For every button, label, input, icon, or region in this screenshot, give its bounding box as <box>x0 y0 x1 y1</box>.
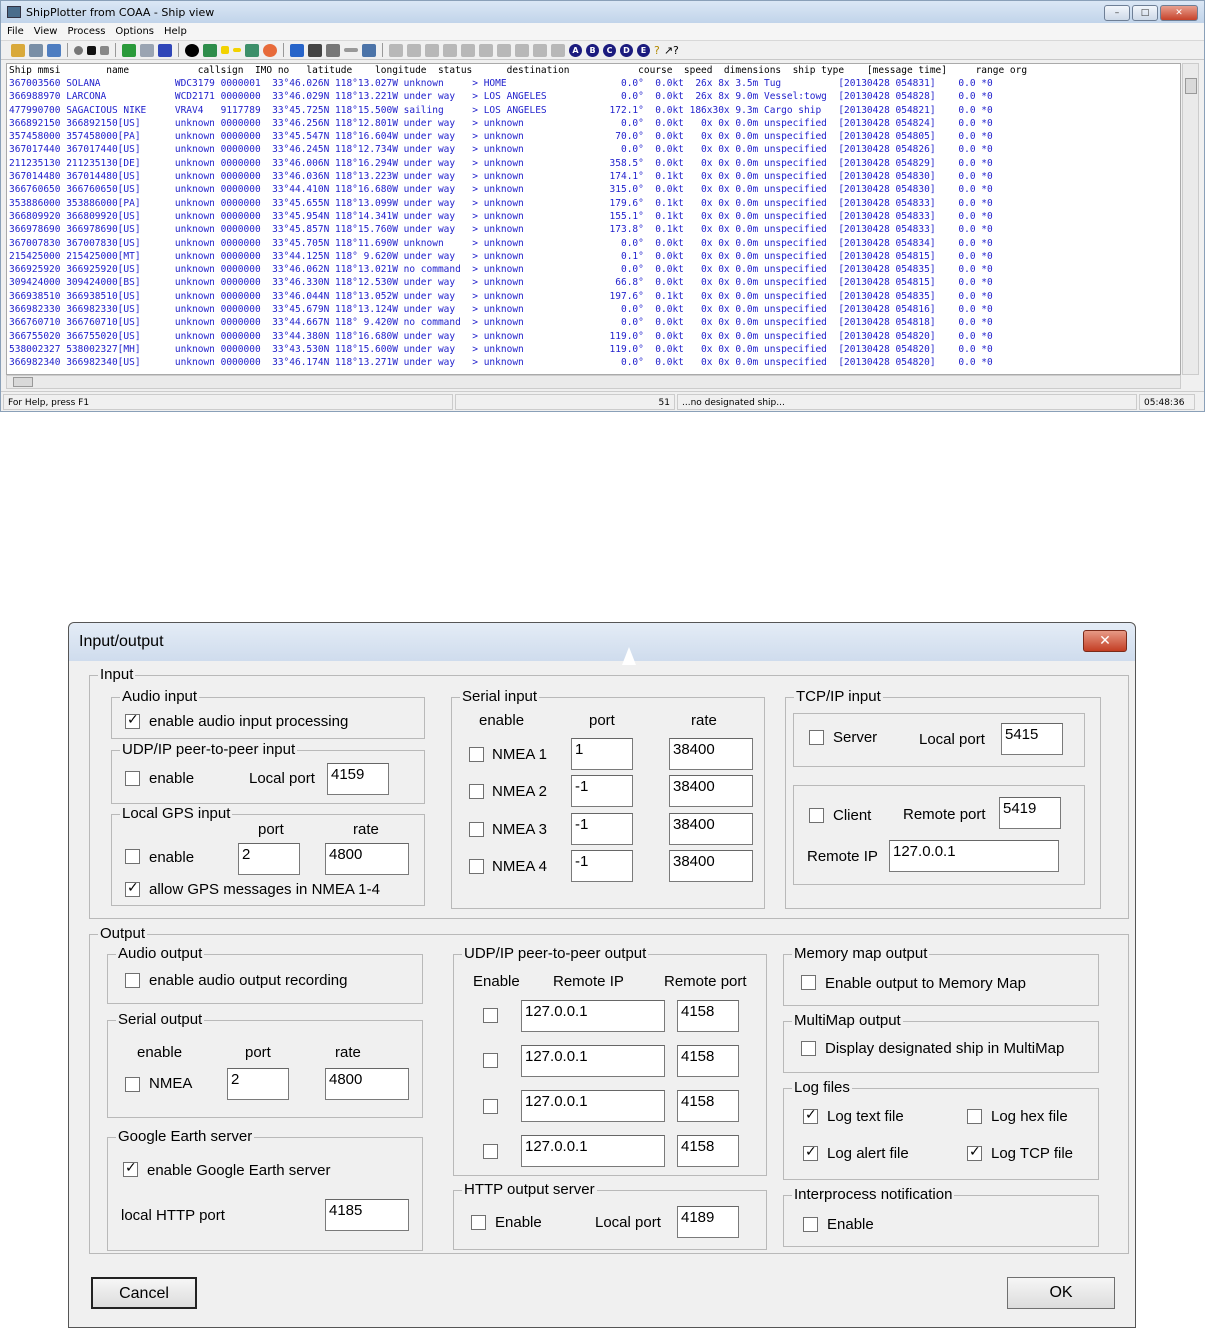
filter-8-icon[interactable] <box>515 44 529 57</box>
nmea2-port-field[interactable]: -1 <box>571 775 633 807</box>
shipplotter-window <box>0 0 1205 412</box>
serial-output-checkbox[interactable] <box>125 1077 140 1092</box>
status-count: 51 <box>455 394 675 410</box>
lines-icon[interactable] <box>308 44 322 57</box>
minimize-button[interactable]: – <box>1104 5 1130 21</box>
audio-output-checkbox[interactable] <box>125 973 140 988</box>
http-output-label: HTTP output server <box>464 1181 595 1198</box>
log-tcp-checkbox[interactable]: ✓ <box>969 1144 981 1160</box>
dialog-close-button[interactable]: ✕ <box>1083 630 1127 652</box>
status-designated: ...no designated ship... <box>677 394 1137 410</box>
circle-a-icon[interactable]: A <box>569 44 582 57</box>
plus-icon[interactable] <box>221 46 229 54</box>
status-time: 05:48:36 <box>1139 394 1195 410</box>
filter-10-icon[interactable] <box>551 44 565 57</box>
gps-rate-header: rate <box>353 821 379 838</box>
multimap-enable-label: Display designated ship in MultiMap <box>825 1040 1065 1057</box>
save-icon[interactable] <box>47 44 61 57</box>
table-row[interactable]: 215425000 215425000[MT] unknown 0000000 33°44.125N 118° 9.620W under way > unknown 0.1° 0.0kt 0x 0x 0.0m unspecified [20130428 054815] 0.0 *0 <box>9 250 993 262</box>
gps-input-label: Local GPS input <box>122 805 231 822</box>
circle-c-icon[interactable]: C <box>603 44 616 57</box>
table-row[interactable]: 366988970 LARCONA WCD2171 0000000 33°46.029N 118°13.221W under way > LOS ANGELES 0.0° 0.0kt 26x 8x 9.0m Vessel:towg [20130428 054828] 0.0 *0 <box>9 91 993 103</box>
audio-input-label: Audio input <box>122 688 198 705</box>
toolbar-separator <box>283 43 284 57</box>
gps-port-header: port <box>258 821 284 838</box>
udp-output-label: UDP/IP peer-to-peer output <box>464 945 647 962</box>
table-row[interactable]: 366809920 366809920[US] unknown 0000000 33°45.954N 118°14.341W under way > unknown 155.1° 0.1kt 0x 0x 0.0m unspecified [20130428 054833] 0.0 *0 <box>9 210 993 222</box>
circle-e-icon[interactable]: E <box>637 44 650 57</box>
udp-output-1-port-field[interactable]: 4158 <box>677 1000 739 1032</box>
udp-input-port-label: Local port <box>249 770 315 787</box>
interprocess-checkbox[interactable] <box>803 1217 818 1232</box>
nmea3-label: NMEA 3 <box>492 821 548 838</box>
multimap-label: MultiMap output <box>794 1012 901 1029</box>
tcp-remote-ip-label: Remote IP <box>807 848 878 865</box>
wave-icon[interactable] <box>344 48 358 52</box>
http-output-port-label: Local port <box>595 1214 661 1231</box>
table-row[interactable]: 366982340 366982340[US] unknown 0000000 33°46.174N 118°13.271W under way > unknown 0.0° 0.0kt 0x 0x 0.0m unspecified [20130428 054820] 0.0 *0 <box>9 357 993 369</box>
stop-icon[interactable] <box>87 46 96 55</box>
menu-options[interactable]: Options <box>115 26 154 37</box>
circle-b-icon[interactable]: B <box>586 44 599 57</box>
serial-output-label: Serial output <box>118 1011 203 1028</box>
table-row[interactable]: 477990700 SAGACIOUS NIKE VRAV4 9117789 33°45.725N 118°15.500W sailing > LOS ANGELES 172.1° 0.0kt 186x30x 9.3m Cargo ship [20130428 054821] 0.0 *0 <box>9 104 993 116</box>
google-earth-checkbox[interactable]: ✓ <box>125 1160 137 1176</box>
toolbar <box>1 40 1204 60</box>
log-alert-checkbox[interactable]: ✓ <box>805 1144 817 1160</box>
multimap-checkbox[interactable] <box>801 1041 816 1056</box>
table-row[interactable]: 366760710 366760710[US] unknown 0000000 33°44.667N 118° 9.420W no command > unknown 0.0° 0.0kt 0x 0x 0.0m unspecified [20130428 054818] 0.0 *0 <box>9 317 993 329</box>
ok-button[interactable]: OK <box>1007 1277 1115 1309</box>
table-row[interactable]: 538002327 538002327[MH] unknown 0000000 33°43.530N 118°15.600W under way > unknown 119.0° 0.0kt 0x 0x 0.0m unspecified [20130428 054820] 0.0 *0 <box>9 343 993 355</box>
list-view-icon[interactable] <box>290 44 304 57</box>
log-files-label: Log files <box>794 1079 850 1096</box>
udp-output-4-checkbox[interactable] <box>483 1144 498 1159</box>
tcp-local-port-field[interactable]: 5415 <box>1001 723 1063 755</box>
nmea4-label: NMEA 4 <box>492 858 548 875</box>
audio-output-label: Audio output <box>118 945 203 962</box>
horizontal-scrollbar[interactable] <box>6 375 1181 389</box>
panel-icon[interactable] <box>326 44 340 57</box>
nmea4-port-field[interactable]: -1 <box>571 850 633 882</box>
dialog-title: Input/output <box>69 623 1135 661</box>
window-title: ShipPlotter from COAA - Ship view <box>26 5 215 19</box>
udp-output-port-header: Remote port <box>664 973 747 990</box>
zoom-in-icon[interactable] <box>122 44 136 57</box>
table-header: Ship mmsi name callsign IMO no latitude longitude status destination course speed dimensions ship type [message time] range org <box>9 65 1028 76</box>
filter-1-icon[interactable] <box>389 44 403 57</box>
toolbar-separator <box>382 43 383 57</box>
target-icon[interactable] <box>263 44 277 57</box>
mouse-cursor-icon <box>622 647 636 665</box>
serial-enable-header: enable <box>479 712 525 729</box>
window-icon[interactable] <box>362 44 376 57</box>
nmea3-port-field[interactable]: -1 <box>571 813 633 845</box>
serial-port-header: port <box>589 712 615 729</box>
table-row[interactable]: 367007830 367007830[US] unknown 0000000 33°45.705N 118°11.690W unknown > unknown 0.0° 0.0kt 0x 0x 0.0m unspecified [20130428 054834] 0.0 *0 <box>9 237 993 249</box>
nmea1-rate-field[interactable]: 38400 <box>669 738 753 770</box>
log-hex-label: Log hex file <box>991 1108 1068 1125</box>
table-row[interactable]: 211235130 211235130[DE] unknown 0000000 33°46.006N 118°16.294W under way > unknown 358.5° 0.0kt 0x 0x 0.0m unspecified [20130428 054829] 0.0 *0 <box>9 157 993 169</box>
gps-enable-label: enable <box>149 849 195 866</box>
udp-input-port-field[interactable]: 4159 <box>327 763 389 795</box>
fit-icon[interactable] <box>245 44 259 57</box>
nmea4-rate-field[interactable]: 38400 <box>669 850 753 882</box>
tcp-server-checkbox[interactable] <box>809 730 824 745</box>
help-question-icon[interactable]: ? <box>654 43 660 57</box>
table-row[interactable]: 353886000 353886000[PA] unknown 0000000 33°45.655N 118°13.099W under way > unknown 179.6° 0.1kt 0x 0x 0.0m unspecified [20130428 054833] 0.0 *0 <box>9 197 993 209</box>
window-titlebar <box>1 1 1204 23</box>
dot-icon[interactable] <box>185 44 199 57</box>
status-help: For Help, press F1 <box>3 394 453 410</box>
menu-view[interactable]: View <box>33 26 58 37</box>
memory-map-label: Memory map output <box>794 945 928 962</box>
filter-2-icon[interactable] <box>407 44 421 57</box>
serial-output-port-field[interactable]: 2 <box>227 1068 289 1100</box>
serial-output-rate-header: rate <box>335 1044 361 1061</box>
input-group-label: Input <box>100 666 134 683</box>
nmea2-label: NMEA 2 <box>492 783 548 800</box>
google-earth-group <box>107 1128 423 1251</box>
table-row[interactable]: 366892150 366892150[US] unknown 0000000 33°46.256N 118°12.801W under way > unknown 0.0° 0.0kt 0x 0x 0.0m unspecified [20130428 054824] 0.0 *0 <box>9 117 993 129</box>
nmea1-port-field[interactable]: 1 <box>571 738 633 770</box>
udp-output-1-ip-field[interactable]: 127.0.0.1 <box>521 1000 665 1032</box>
status-bar <box>1 391 1204 411</box>
tcp-remote-port-field[interactable]: 5419 <box>999 797 1061 829</box>
interprocess-enable-label: Enable <box>827 1216 874 1233</box>
table-row[interactable]: 367003560 SOLANA WDC3179 0000001 33°46.026N 118°13.027W unknown > HOME 0.0° 0.0kt 26x 8x 3.5m Tug [20130428 054831] 0.0 *0 <box>9 78 993 89</box>
udp-output-2-ip-field[interactable]: 127.0.0.1 <box>521 1045 665 1077</box>
menu-help[interactable]: Help <box>164 26 187 37</box>
memory-map-enable-label: Enable output to Memory Map <box>825 975 1026 992</box>
filter-3-icon[interactable] <box>425 44 439 57</box>
google-earth-enable-label: enable Google Earth server <box>147 1162 331 1179</box>
grid-icon[interactable] <box>203 44 217 57</box>
table-row[interactable]: 366978690 366978690[US] unknown 0000000 33°45.857N 118°15.760W under way > unknown 173.8° 0.1kt 0x 0x 0.0m unspecified [20130428 054833] 0.0 *0 <box>9 224 993 236</box>
gps-rate-field[interactable]: 4800 <box>325 843 409 875</box>
tcp-remote-ip-field[interactable]: 127.0.0.1 <box>889 840 1059 872</box>
udp-output-3-checkbox[interactable] <box>483 1099 498 1114</box>
ship-table[interactable] <box>6 63 1181 375</box>
serial-output-enable-header: enable <box>137 1044 183 1061</box>
table-row[interactable]: 366938510 366938510[US] unknown 0000000 33°46.044N 118°13.052W under way > unknown 197.6° 0.1kt 0x 0x 0.0m unspecified [20130428 054835] 0.0 *0 <box>9 290 993 302</box>
udp-output-3-ip-field[interactable]: 127.0.0.1 <box>521 1090 665 1122</box>
minus-icon[interactable] <box>233 48 241 52</box>
close-button[interactable]: ✕ <box>1160 5 1198 21</box>
map-icon[interactable] <box>158 44 172 57</box>
nmea2-rate-field[interactable]: 38400 <box>669 775 753 807</box>
tcp-client-checkbox[interactable] <box>809 808 824 823</box>
toolbar-separator <box>178 43 179 57</box>
nmea3-rate-field[interactable]: 38400 <box>669 813 753 845</box>
log-files-group <box>783 1079 1099 1180</box>
udp-output-3-port-field[interactable]: 4158 <box>677 1090 739 1122</box>
google-earth-label: Google Earth server <box>118 1128 253 1145</box>
input-output-dialog <box>68 622 1136 1328</box>
google-earth-port-field[interactable]: 4185 <box>325 1199 409 1231</box>
circle-d-icon[interactable]: D <box>620 44 633 57</box>
udp-output-4-ip-field[interactable]: 127.0.0.1 <box>521 1135 665 1167</box>
google-earth-port-label: local HTTP port <box>121 1207 225 1224</box>
record-icon[interactable] <box>74 46 83 55</box>
output-group-label: Output <box>100 925 146 942</box>
log-hex-checkbox[interactable] <box>967 1109 982 1124</box>
menu-process[interactable]: Process <box>67 26 106 37</box>
interprocess-label: Interprocess notification <box>794 1186 953 1203</box>
nmea3-checkbox[interactable] <box>469 822 484 837</box>
table-row[interactable]: 366755020 366755020[US] unknown 0000000 33°44.380N 118°16.680W under way > unknown 119.0° 0.0kt 0x 0x 0.0m unspecified [20130428 054820] 0.0 *0 <box>9 330 993 342</box>
udp-output-4-port-field[interactable]: 4158 <box>677 1135 739 1167</box>
toolbar-separator <box>67 43 68 57</box>
table-row[interactable]: 366925920 366925920[US] unknown 0000000 33°46.062N 118°13.021W no command > unknown 0.0° 0.0kt 0x 0x 0.0m unspecified [20130428 054835] 0.0 *0 <box>9 264 993 276</box>
table-row[interactable]: 366982330 366982330[US] unknown 0000000 33°45.679N 118°13.124W under way > unknown 0.0° 0.0kt 0x 0x 0.0m unspecified [20130428 054816] 0.0 *0 <box>9 304 993 316</box>
udp-input-checkbox[interactable] <box>125 771 140 786</box>
log-alert-label: Log alert file <box>827 1145 909 1162</box>
log-text-label: Log text file <box>827 1108 904 1125</box>
udp-output-enable-header: Enable <box>473 973 520 990</box>
udp-output-ip-header: Remote IP <box>553 973 624 990</box>
cancel-button[interactable]: Cancel <box>91 1277 197 1309</box>
http-output-enable-label: Enable <box>495 1214 542 1231</box>
toolbar-separator <box>115 43 116 57</box>
maximize-button[interactable]: □ <box>1132 5 1158 21</box>
gps-enable-checkbox[interactable] <box>125 849 140 864</box>
open-folder-icon[interactable] <box>11 44 25 57</box>
tcp-server-label: Server <box>833 729 878 746</box>
udp-input-enable-label: enable <box>149 770 195 787</box>
log-tcp-label: Log TCP file <box>991 1145 1073 1162</box>
play-icon[interactable] <box>100 46 109 55</box>
udp-input-label: UDP/IP peer-to-peer input <box>122 741 296 758</box>
filter-4-icon[interactable] <box>443 44 457 57</box>
filter-6-icon[interactable] <box>479 44 493 57</box>
nmea1-label: NMEA 1 <box>492 746 548 763</box>
gps-allow-label: allow GPS messages in NMEA 1-4 <box>149 881 380 898</box>
tcp-local-port-label: Local port <box>919 731 985 748</box>
serial-output-port-header: port <box>245 1044 271 1061</box>
udp-output-1-checkbox[interactable] <box>483 1008 498 1023</box>
filter-5-icon[interactable] <box>461 44 475 57</box>
flag-icon[interactable] <box>29 44 43 57</box>
app-icon <box>7 6 21 18</box>
nmea4-checkbox[interactable] <box>469 859 484 874</box>
http-output-port-field[interactable]: 4189 <box>677 1206 739 1238</box>
menu-file[interactable]: File <box>7 26 24 37</box>
menu-bar <box>1 23 1204 40</box>
nmea2-checkbox[interactable] <box>469 784 484 799</box>
audio-input-enable-label: enable audio input processing <box>149 713 349 730</box>
gps-port-field[interactable]: 2 <box>238 843 300 875</box>
filter-9-icon[interactable] <box>533 44 547 57</box>
vertical-scrollbar[interactable] <box>1182 63 1199 375</box>
context-help-icon[interactable]: ↗? <box>663 43 679 57</box>
tcp-client-label: Client <box>833 807 872 824</box>
udp-output-2-checkbox[interactable] <box>483 1053 498 1068</box>
table-row[interactable]: 366760650 366760650[US] unknown 0000000 33°44.410N 118°16.680W under way > unknown 315.0° 0.0kt 0x 0x 0.0m unspecified [20130428 054830] 0.0 *0 <box>9 184 993 196</box>
udp-output-2-port-field[interactable]: 4158 <box>677 1045 739 1077</box>
tcp-remote-port-label: Remote port <box>903 806 986 823</box>
http-output-checkbox[interactable] <box>471 1215 486 1230</box>
gps-allow-checkbox[interactable]: ✓ <box>127 880 139 896</box>
serial-input-label: Serial input <box>462 688 538 705</box>
memory-map-checkbox[interactable] <box>801 975 816 990</box>
serial-rate-header: rate <box>691 712 717 729</box>
log-text-checkbox[interactable]: ✓ <box>805 1107 817 1123</box>
table-row[interactable]: 367017440 367017440[US] unknown 0000000 33°46.245N 118°12.734W under way > unknown 0.0° 0.0kt 0x 0x 0.0m unspecified [20130428 054826] 0.0 *0 <box>9 144 993 156</box>
table-row[interactable]: 367014480 367014480[US] unknown 0000000 33°46.036N 118°13.223W under way > unknown 174.1° 0.1kt 0x 0x 0.0m unspecified [20130428 054830] 0.0 *0 <box>9 171 993 183</box>
serial-output-rate-field[interactable]: 4800 <box>325 1068 409 1100</box>
filter-7-icon[interactable] <box>497 44 511 57</box>
tcp-input-label: TCP/IP input <box>796 688 881 705</box>
nmea1-checkbox[interactable] <box>469 747 484 762</box>
table-row[interactable]: 309424000 309424000[BS] unknown 0000000 33°46.330N 118°12.530W under way > unknown 66.8° 0.0kt 0x 0x 0.0m unspecified [20130428 054815] 0.0 *0 <box>9 277 993 289</box>
audio-input-checkbox[interactable]: ✓ <box>127 712 139 728</box>
serial-output-nmea-label: NMEA <box>149 1075 193 1092</box>
audio-output-enable-label: enable audio output recording <box>149 972 348 989</box>
table-row[interactable]: 357458000 357458000[PA] unknown 0000000 33°45.547N 118°16.604W under way > unknown 70.0° 0.0kt 0x 0x 0.0m unspecified [20130428 054805] 0.0 *0 <box>9 131 993 143</box>
wrench-icon[interactable] <box>140 44 154 57</box>
